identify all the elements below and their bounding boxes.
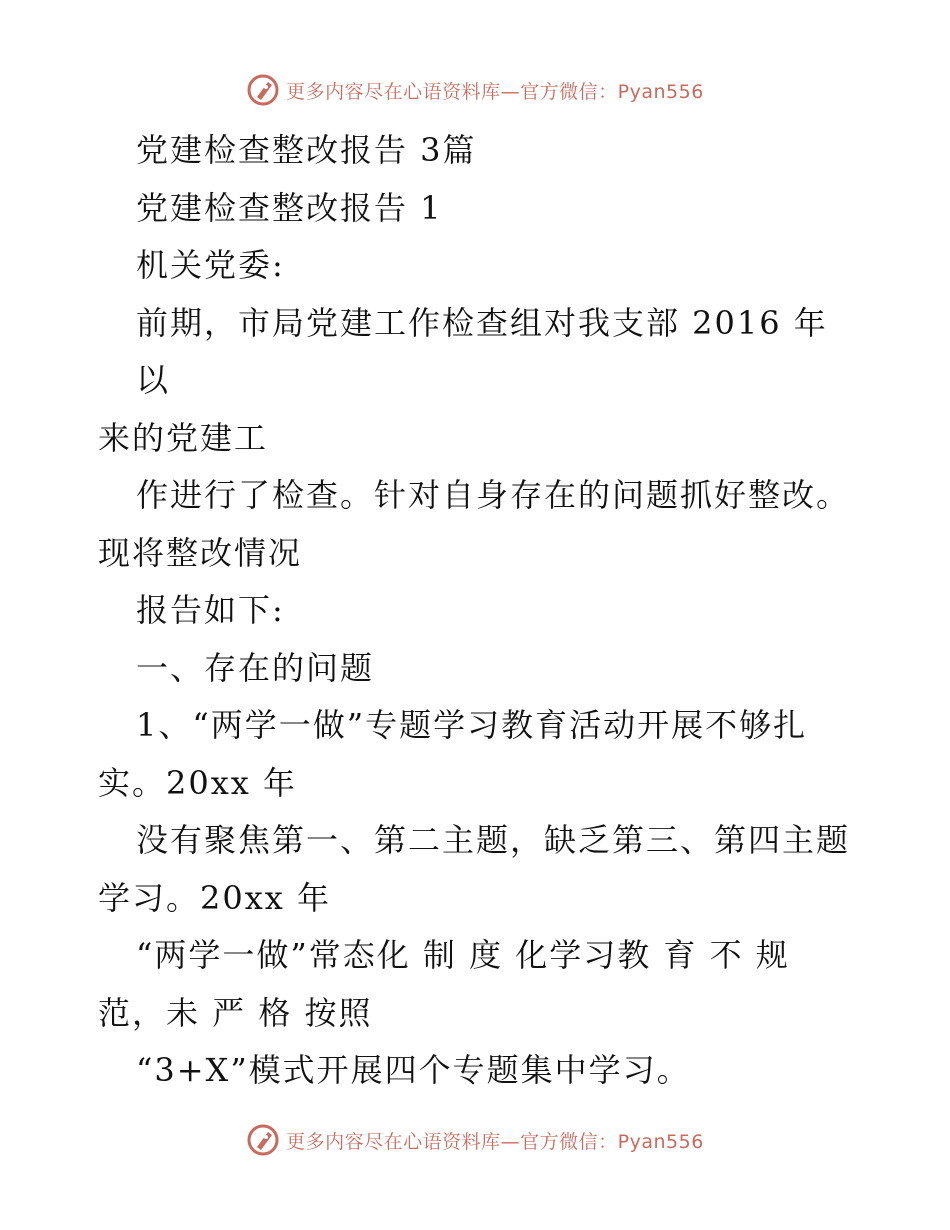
text-line: 报告如下: (136, 591, 285, 629)
text-line: 1、“两学一做”专题学习教育活动开展不够扎 (136, 706, 808, 744)
watermark-banner-top (0, 70, 950, 110)
text-line: 作进行了检查。针对自身存在的问题抓好整改。 (136, 476, 851, 514)
watermark-banner-bottom (0, 1120, 950, 1160)
text-line: “两学一做”常态化 制 度 化学习教 育 不 规 (136, 936, 790, 974)
text-line: 实。20xx 年 (98, 763, 297, 802)
salutation: 机关党委: (136, 246, 285, 284)
text-line: “3+X”模式开展四个专题集中学习。 (136, 1051, 691, 1089)
pen-nib-seal-icon (246, 1123, 280, 1157)
text-line: 前期，市局党建工作检查组对我支部 2016 年以 (136, 303, 828, 399)
document-body (98, 122, 858, 1100)
watermark-text: 更多内容尽在心语资料库—官方微信：Pyan556 (286, 1130, 704, 1153)
section-heading: 党建检查整改报告 1 (136, 188, 443, 227)
text-line: 学习。20xx 年 (98, 878, 331, 917)
text-line: 来的党建工 (98, 418, 269, 457)
text-line: 没有聚焦第一、第二主题，缺乏第三、第四主题 (136, 821, 851, 859)
document-title: 党建检查整改报告 3篇 (136, 131, 477, 169)
pen-nib-seal-icon (246, 73, 280, 107)
text-line: 范，未 严 格 按照 (98, 993, 373, 1032)
text-line: 现将整改情况 (98, 533, 303, 572)
watermark-text: 更多内容尽在心语资料库—官方微信：Pyan556 (286, 80, 704, 103)
subheading: 一、存在的问题 (136, 648, 375, 687)
